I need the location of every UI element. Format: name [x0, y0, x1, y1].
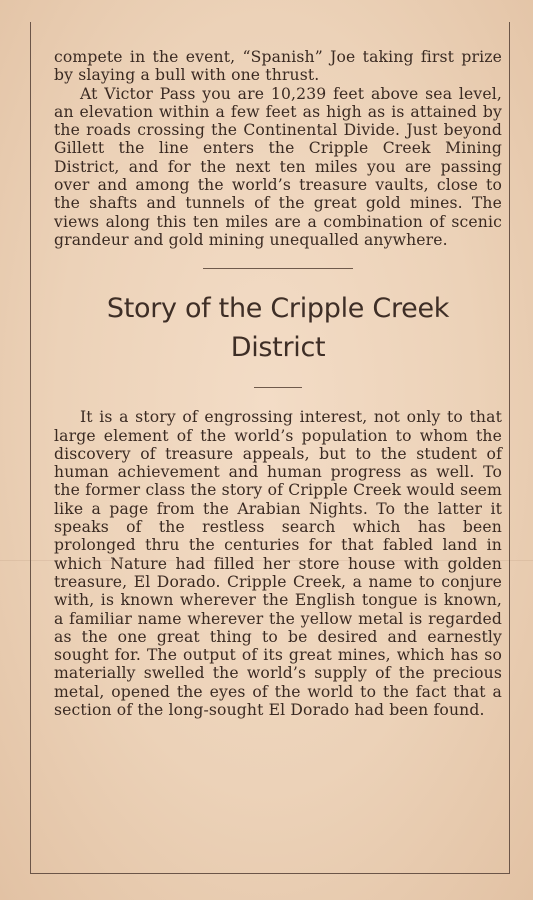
paragraph-victor-pass: At Victor Pass you are 10,239 feet above sea level, an elevation within a few feet as high as is attained by the roads crossing the Continental Divide. Just beyond Gillett the line enters the Cripple Creek Mining District, and for the next ten miles you are passing over and among the world’s treasure vaults, close to the shafts and tunnels of the great gold mines. The views along this ten miles are a combination of scenic grandeur and gold mining unequalled anywhere. [54, 84, 502, 249]
paragraph-continuation: compete in the event, “Spanish” Joe taking first prize by slaying a bull with one thrust. [54, 48, 502, 85]
section-heading [54, 289, 502, 367]
heading-underline [254, 387, 302, 388]
section-heading-line-2: District [230, 332, 326, 364]
section-heading-line-1: Story of the Cripple Creek [106, 293, 450, 325]
page-content [54, 48, 502, 719]
paragraph-story: It is a story of engrossing interest, not only to that large element of the world’s population to whom the discovery of treasure appeals, but to the student of human achievement and human progress as well. To the former class the story of Cripple Creek would seem like a page from the Arabian Nights. To the latter it speaks of the restless search which has been prolonged thru the centuries for that fabled land in which Nature had filled her store house with golden treasure, El Dorado. Cripple Creek, a name to conjure with, is known wherever the English tongue is known, a familiar name wherever the yellow metal is regarded as the one great thing to be desired and earnestly sought for. The output of its great mines, which has so materially swelled the world’s supply of the precious metal, opened the eyes of the world to the fact that a section of the long-sought El Dorado had been found. [54, 408, 502, 720]
section-divider [203, 268, 353, 269]
